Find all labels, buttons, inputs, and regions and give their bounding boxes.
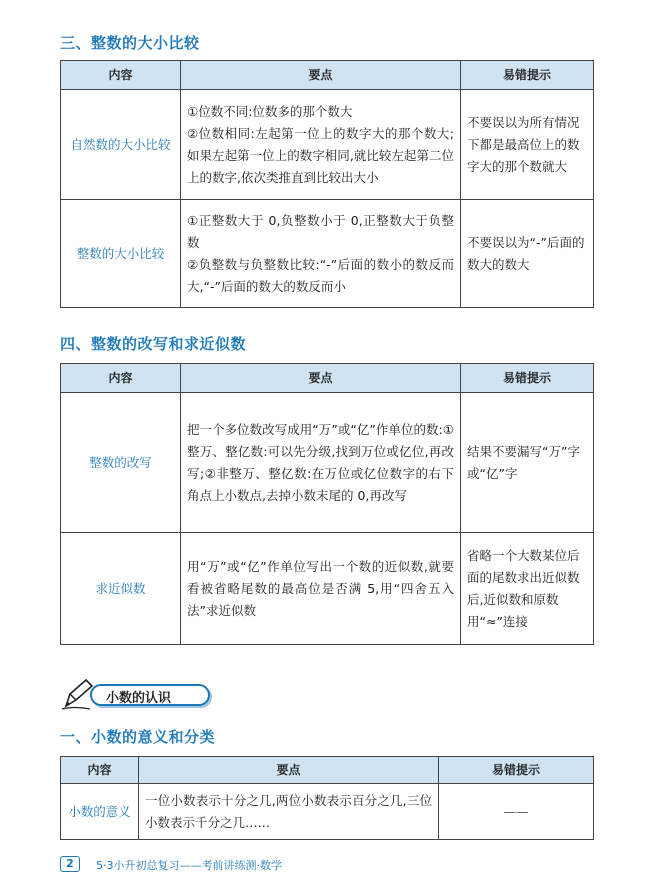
row-points xyxy=(181,90,461,200)
rewrite-approx-table xyxy=(60,363,594,645)
header-points: 要点 xyxy=(139,757,439,784)
footer-text: 5·3小升初总复习——考前讲练测·数学 xyxy=(96,859,282,872)
row-points: 一位小数表示十分之几,两位小数表示百分之几,三位小数表示千分之几…… xyxy=(139,784,439,840)
row-tip: 结果不要漏写“万”字或“亿”字 xyxy=(461,393,594,533)
unit-banner xyxy=(60,676,220,712)
point-item: ②位数相同:左起第一位上的数字大的那个数大;如果左起第一位上的数字相同,就比较左起第二位上的数字,依次类推直到比较出大小 xyxy=(187,125,454,185)
decimal-meaning-table xyxy=(60,756,594,840)
unit-title: 小数的认识 xyxy=(106,691,172,706)
row-points: 把一个多位数改写成用“万”或“亿”作单位的数:①整万、整亿数:可以先分级,找到万位或亿位,再改写;②非整万、整亿数:在万位或亿位数字的右下角点上小数点,去掉小数末尾的 0,再改写 xyxy=(181,393,461,533)
table-row xyxy=(61,393,594,533)
page-number: 2 xyxy=(60,856,80,872)
table-row xyxy=(61,90,594,200)
header-points: 要点 xyxy=(181,364,461,393)
row-tip: 不要误以为所有情况下都是最高位上的数字大的那个数就大 xyxy=(461,90,594,200)
header-content: 内容 xyxy=(61,757,139,784)
row-topic: 自然数的大小比较 xyxy=(61,90,181,200)
row-tip: 不要误以为“-”后面的数大的数大 xyxy=(461,200,594,308)
header-tips: 易错提示 xyxy=(461,61,594,90)
header-content: 内容 xyxy=(61,61,181,90)
table-header-row xyxy=(61,61,594,90)
table-header-row xyxy=(61,757,594,784)
row-points: 用“万”或“亿”作单位写出一个数的近似数,就要看被省略尾数的最高位是否满 5,用“四舍五入法”求近似数 xyxy=(181,533,461,645)
row-tip: —— xyxy=(439,784,594,840)
header-tips: 易错提示 xyxy=(439,757,594,784)
header-tips: 易错提示 xyxy=(461,364,594,393)
section-title-decimal-meaning: 一、小数的意义和分类 xyxy=(60,728,216,746)
header-points: 要点 xyxy=(181,61,461,90)
point-item: ②负整数与负整数比较:“-”后面的数小的数反而大,“-”后面的数大的数反而小 xyxy=(187,256,454,294)
row-points xyxy=(181,200,461,308)
row-topic: 小数的意义 xyxy=(61,784,139,840)
table-row xyxy=(61,533,594,645)
row-topic: 求近似数 xyxy=(61,533,181,645)
header-content: 内容 xyxy=(61,364,181,393)
table-header-row xyxy=(61,364,594,393)
row-tip: 省略一个大数某位后面的尾数求出近似数后,近似数和原数用“≈”连接 xyxy=(461,533,594,645)
point-item: ①位数不同:位数多的那个数大 xyxy=(187,103,353,119)
unit-title-pill xyxy=(90,684,210,706)
table-row xyxy=(61,200,594,308)
section-title-integer-compare: 三、整数的大小比较 xyxy=(60,34,200,52)
table-row xyxy=(61,784,594,840)
section-title-rewrite-approx: 四、整数的改写和求近似数 xyxy=(60,335,247,353)
integer-compare-table xyxy=(60,60,594,308)
point-item: ①正整数大于 0,负整数小于 0,正整数大于负整数 xyxy=(187,212,454,250)
row-topic: 整数的改写 xyxy=(61,393,181,533)
row-topic: 整数的大小比较 xyxy=(61,200,181,308)
